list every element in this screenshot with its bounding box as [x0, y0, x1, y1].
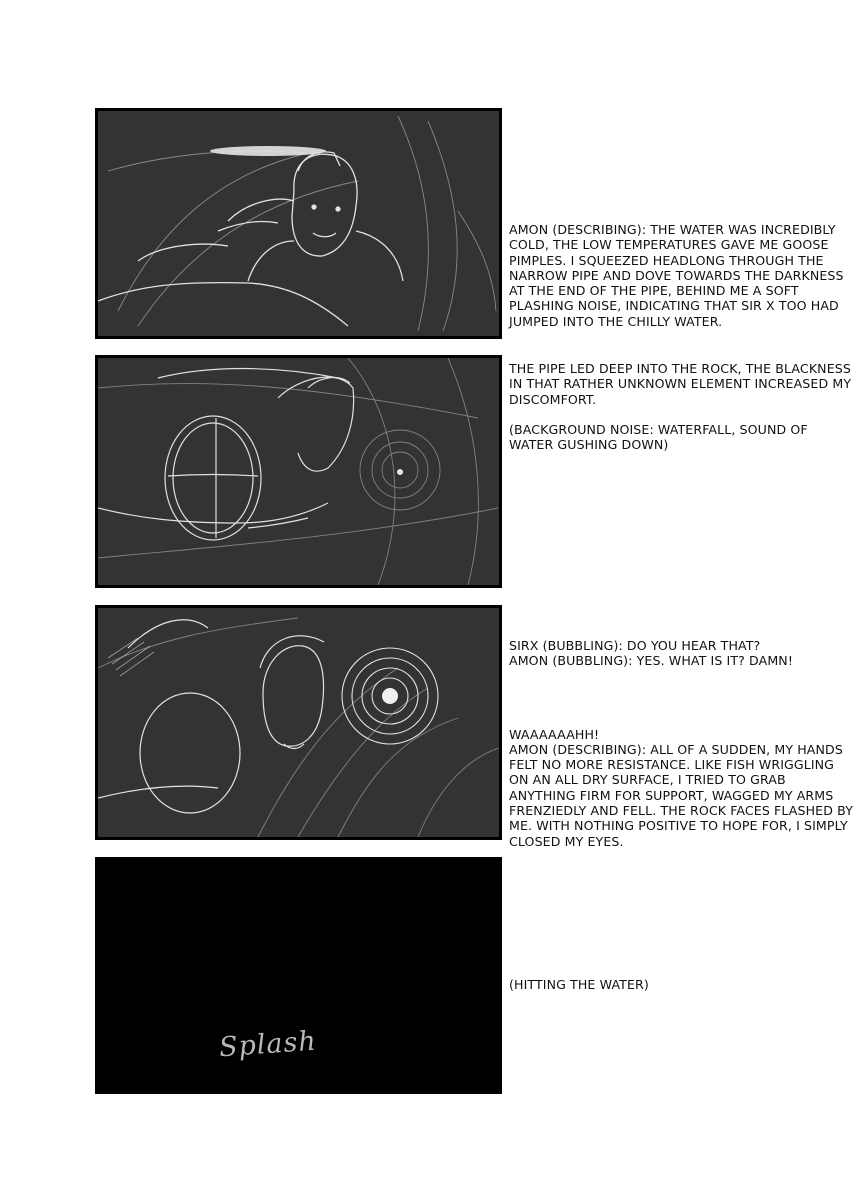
panel-4-caption-text-1: (HITTING THE WATER)	[509, 977, 649, 992]
panel-1-caption-text-1: AMON (DESCRIBING): THE WATER WAS INCREDIBLY COLD, THE LOW TEMPERATURES GAVE ME GOOSE PIMPLES. I SQUEEZED HEADLONG THROUGH THE NARROW PIPE AND DOVE TOWARDS THE DARKNESS AT THE END OF THE PIPE, BEHIND ME A SOFT PLASHING NOISE, INDICATING THAT SIR X TOO HAD JUMPED INTO THE CHILLY WATER.	[509, 222, 844, 329]
panel-2-caption-text-2: (BACKGROUND NOISE: WATERFALL, SOUND OF WATER GUSHING DOWN)	[509, 421, 808, 453]
panel-2-caption	[509, 361, 854, 452]
panel-1-sketch	[98, 111, 499, 336]
storyboard-panel-4	[95, 857, 502, 1094]
panel-3-caption-text-2: WAAAAAAHH! AMON (DESCRIBING): ALL OF A SUDDEN, MY HANDS FELT NO MORE RESISTANCE. LIKE FISH WRIGGLING ON AN ALL DRY SURFACE, I TRIED TO GRAB ANYTHING FIRM FOR SUPPORT, WAGGED MY ARMS FRENZIEDLY AND FELL. THE ROCK FACES FLASHED BY ME. WITH NOTHING POSITIVE TO HOPE FOR, I SIMPLY CLOSED MY EYES.	[509, 726, 853, 849]
splash-sound-effect: Splash	[218, 1025, 318, 1064]
storyboard-panel-3	[95, 605, 502, 840]
storyboard-panel-1	[95, 108, 502, 339]
panel-2-sketch	[98, 358, 499, 585]
panel-2-caption-text-1: THE PIPE LED DEEP INTO THE ROCK, THE BLACKNESS IN THAT RATHER UNKNOWN ELEMENT INCREASED MY DISCOMFORT.	[509, 361, 852, 407]
panel-4-caption	[509, 977, 854, 992]
panel-1-caption	[509, 222, 854, 329]
storyboard-panel-2	[95, 355, 502, 588]
panel-3-caption-text-1: SIRX (BUBBLING): DO YOU HEAR THAT? AMON (BUBBLING): YES. WHAT IS IT? DAMN!	[509, 638, 793, 669]
panel-3-caption	[509, 638, 854, 849]
panel-3-sketch	[98, 608, 499, 837]
